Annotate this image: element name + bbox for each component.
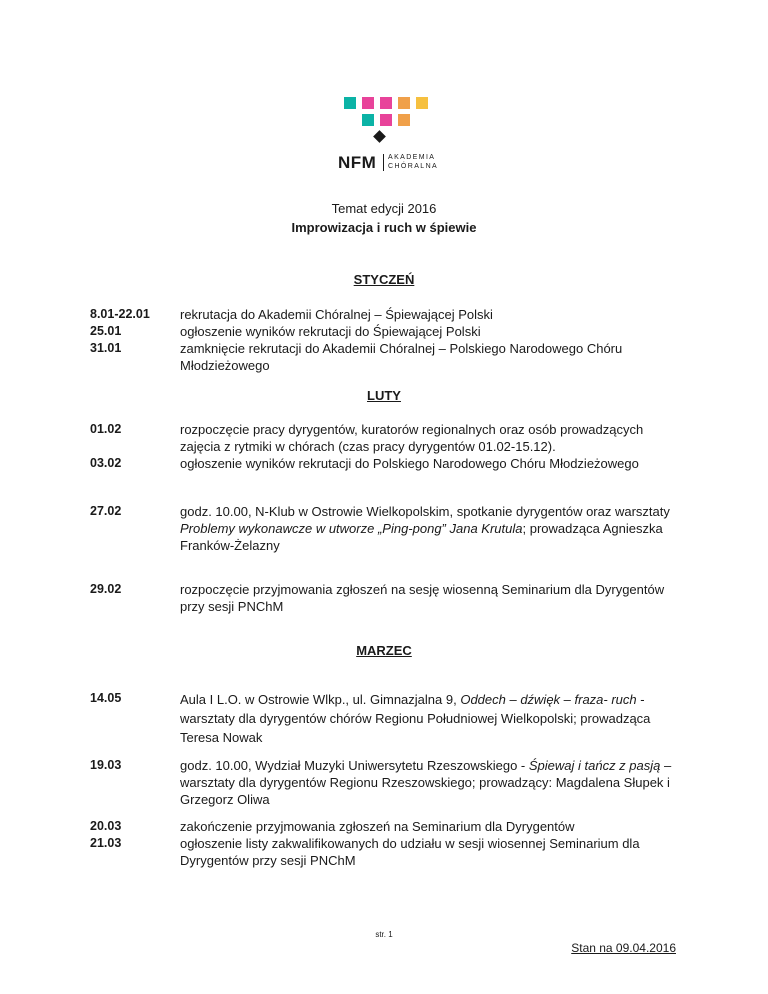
event-description: [180, 757, 680, 808]
logo-square: [416, 97, 428, 109]
event-description: [180, 306, 680, 374]
event-dates: [90, 421, 170, 472]
event-date: 25.01: [90, 324, 122, 338]
logo-square: [380, 114, 392, 126]
event-line: rekrutacja do Akademii Chóralnej – Śpiewającej Polski: [180, 307, 493, 322]
edition-label: Temat edycji 2016: [331, 201, 437, 216]
logo-square: [344, 97, 356, 109]
event-date: 01.02: [90, 422, 122, 436]
event-description: [180, 503, 680, 554]
event-line: ogłoszenie listy zakwalifikowanych do udziału w sesji wiosennej Seminarium dla Dyrygentów przy sesji PNChM: [180, 836, 640, 868]
logo-square: [398, 97, 410, 109]
logo-square: [362, 97, 374, 109]
event-date: 20.03: [90, 819, 122, 833]
event-description: [180, 818, 680, 869]
event-dates: [90, 818, 170, 852]
logo-brand: NFM: [338, 153, 377, 172]
event-description: [180, 690, 680, 747]
logo-subtitle-line2: CHÓRALNA: [388, 162, 439, 170]
event-line: zamknięcie rekrutacji do Akademii Chóralnej – Polskiego Narodowego Chóru Młodzieżowego: [180, 341, 623, 373]
month-heading-january: STYCZEŃ: [353, 272, 415, 287]
event-date: 8.01-22.01: [90, 307, 150, 321]
event-line: ogłoszenie wyników rekrutacji do Śpiewającej Polski: [180, 324, 481, 339]
event-text: Aula I L.O. w Ostrowie Wlkp., ul. Gimnazjalna 9,: [180, 692, 461, 707]
page-number: str. 1: [375, 930, 393, 939]
event-description: rozpoczęcie przyjmowania zgłoszeń na sesję wiosenną Seminarium dla Dyrygentów przy sesji PNChM: [180, 582, 665, 614]
event-date: 03.02: [90, 456, 122, 470]
event-description: [180, 421, 680, 472]
logo-subtitle-line1: AKADEMIA: [388, 154, 436, 161]
event-date: 27.02: [90, 504, 122, 518]
logo-separator: [383, 154, 384, 171]
event-date: 31.01: [90, 341, 122, 355]
edition-title: Improwizacja i ruch w śpiewie: [291, 220, 477, 235]
logo-diamond: [373, 130, 386, 143]
event-line: rozpoczęcie pracy dyrygentów, kuratorów regionalnych oraz osób prowadzących zajęcia z rytmiki w chórach (czas pracy dyrygentów 01.02-15.12).: [180, 422, 644, 454]
logo-subtitle: [388, 154, 438, 171]
event-date: 14.05: [90, 691, 122, 705]
event-date: 19.03: [90, 758, 122, 772]
event-line: ogłoszenie wyników rekrutacji do Polskiego Narodowego Chóru Młodzieżowego: [180, 456, 639, 471]
event-text: godz. 10.00, N-Klub w Ostrowie Wielkopolskim, spotkanie dyrygentów oraz warsztaty: [180, 504, 670, 519]
event-text: - warsztaty dla dyrygentów chórów Regionu Południowej Wielkopolski; prowadząca Teresa Nowak: [180, 692, 651, 745]
workshop-title: Oddech – dźwięk – fraza- ruch: [460, 692, 637, 707]
month-heading-march: MARZEC: [356, 643, 412, 658]
event-line: zakończenie przyjmowania zgłoszeń na Seminarium dla Dyrygentów: [180, 819, 575, 834]
workshop-title: Problemy wykonawcze w utworze „Ping-pong” Jana Krutula: [180, 521, 523, 536]
logo-square: [380, 97, 392, 109]
event-dates: [90, 306, 170, 357]
month-heading-february: LUTY: [367, 388, 401, 403]
event-date: 21.03: [90, 836, 122, 850]
event-date: 29.02: [90, 582, 122, 596]
event-text: – warsztaty dla dyrygentów Regionu Rzeszowskiego; prowadzący: Magdalena Słupek i Grzegorz Oliwa: [180, 758, 672, 807]
event-text: godz. 10.00, Wydział Muzyki Uniwersytetu Rzeszowskiego -: [180, 758, 529, 773]
event-text: ; prowadząca Agnieszka Franków-Żelazny: [180, 521, 663, 553]
workshop-title: Śpiewaj i tańcz z pasją: [528, 758, 661, 773]
logo-square: [362, 114, 374, 126]
status-date: Stan na 09.04.2016: [571, 941, 676, 955]
logo-square: [398, 114, 410, 126]
